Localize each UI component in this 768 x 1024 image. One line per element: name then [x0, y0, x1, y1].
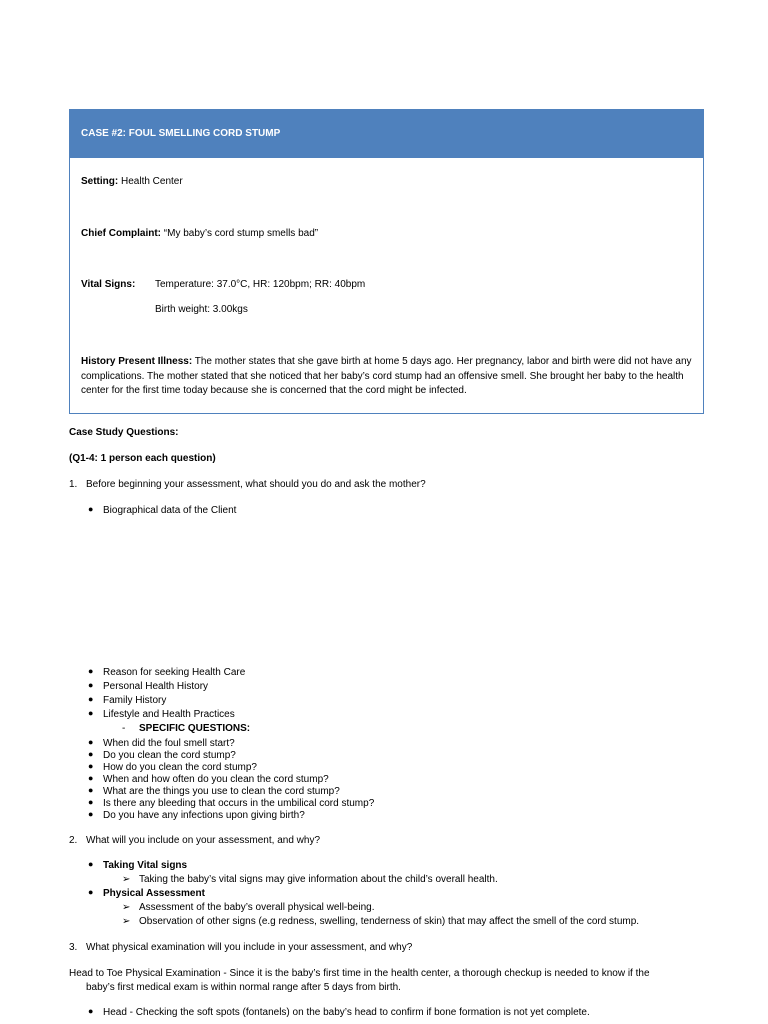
setting-value: Health Center — [118, 176, 183, 187]
q3-paragraph-line-2: baby’s first medical exam is within normal range after 5 days from birth. — [86, 982, 401, 993]
bullet-icon: ● — [88, 504, 94, 514]
case-header — [70, 110, 703, 158]
arrow-bullet-icon: ➢ — [122, 874, 131, 885]
question-1-text: Before beginning your assessment, what should you do and ask the mother? — [86, 479, 426, 490]
question-3-number: 3. — [69, 942, 78, 953]
vital-signs-line-2: Birth weight: 3.00kgs — [155, 304, 248, 315]
bullet-icon: ● — [88, 1006, 94, 1016]
setting-label: Setting: — [81, 176, 119, 187]
bullet-icon: ● — [88, 694, 94, 704]
history-value: The mother states that she gave birth at home 5 days ago. Her pregnancy, labor and birth were did not have any complications. The mother stated that she noticed that her baby’s cord stump had an offensive smell. She brought her baby to the health center for the first time today because she is concerned that the cord might be infected. — [81, 356, 692, 396]
vital-signs-label: Vital Signs: — [81, 279, 136, 290]
bullet-icon: ● — [88, 708, 94, 718]
bullet-icon: ● — [88, 887, 94, 897]
question-1-number: 1. — [69, 479, 78, 490]
vital-signs-line-1: Temperature: 37.0°C, HR: 120bpm; RR: 40bpm — [155, 279, 366, 290]
chief-complaint-value: “My baby’s cord stump smells bad” — [161, 228, 319, 239]
specific-questions-label: SPECIFIC QUESTIONS: — [139, 723, 251, 734]
chief-complaint-label: Chief Complaint: — [81, 228, 161, 239]
bullet-icon: ● — [88, 680, 94, 690]
bullet-icon: ● — [88, 773, 94, 783]
arrow-bullet-icon: ➢ — [122, 902, 131, 913]
questions-heading: Case Study Questions: — [69, 427, 179, 438]
chief-complaint-field — [81, 227, 692, 241]
bullet-icon: ● — [88, 797, 94, 807]
bullet-icon: ● — [88, 859, 94, 869]
bullet-icon: ● — [88, 809, 94, 819]
bullet-icon: ● — [88, 785, 94, 795]
questions-assignment: (Q1-4: 1 person each question) — [69, 453, 216, 464]
arrow-bullet-icon: ➢ — [122, 916, 131, 927]
question-3-text: What physical examination will you include in your assessment, and why? — [86, 942, 413, 953]
dash-glyph: - — [122, 723, 126, 734]
specific-questions-heading — [122, 722, 251, 736]
vital-signs-field — [81, 278, 692, 315]
bullet-icon: ● — [88, 749, 94, 759]
bullet-icon: ● — [88, 761, 94, 771]
case-box — [69, 109, 704, 414]
history-label: History Present Illness: — [81, 356, 193, 367]
case-title: CASE #2: FOUL SMELLING CORD STUMP — [81, 128, 281, 139]
bullet-icon: ● — [88, 666, 94, 676]
question-2-text: What will you include on your assessment, and why? — [86, 835, 321, 846]
q3-paragraph-line-1: Head to Toe Physical Examination - Since it is the baby’s first time in the health center, a thorough checkup is needed to know if the — [69, 968, 650, 979]
history-field — [81, 355, 692, 399]
setting-field — [81, 175, 692, 189]
question-2-number: 2. — [69, 835, 78, 846]
bullet-icon: ● — [88, 737, 94, 747]
